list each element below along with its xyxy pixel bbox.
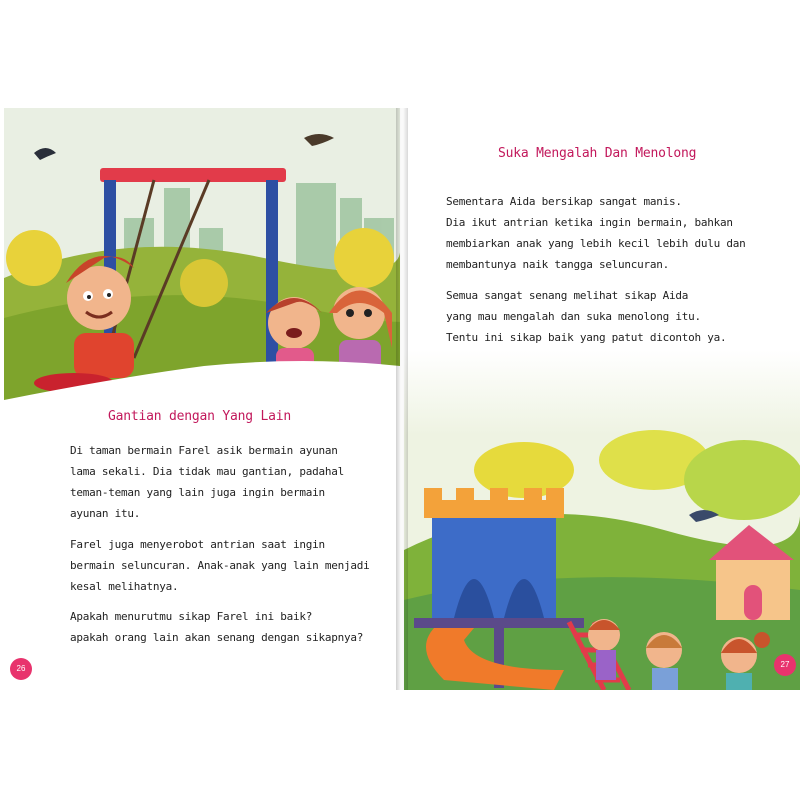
text-line: lama sekali. Dia tidak mau gantian, padahal xyxy=(70,465,345,478)
text-line: ayunan itu. xyxy=(70,507,141,520)
text-line: apakah orang lain akan senang dengan sikapnya? xyxy=(70,631,364,644)
text-line: Sementara Aida bersikap sangat manis. xyxy=(446,195,682,208)
text-line: membantunya naik tangga seluncuran. xyxy=(446,258,670,271)
right-paragraph-1 xyxy=(446,191,746,275)
text-line: bermain seluncuran. Anak-anak yang lain menjadi xyxy=(70,559,370,572)
left-paragraph-3 xyxy=(70,606,363,648)
right-heading: Suka Mengalah Dan Menolong xyxy=(498,146,697,161)
text-line: yang mau mengalah dan suka menolong itu. xyxy=(446,310,701,323)
slide-playground-illustration xyxy=(404,350,800,690)
left-page xyxy=(4,108,400,690)
open-book xyxy=(0,108,800,690)
text-line: Tentu ini sikap baik yang patut dicontoh ya. xyxy=(446,331,727,344)
book-gutter xyxy=(396,108,408,690)
swing-illustration xyxy=(4,108,400,408)
left-paragraph-1 xyxy=(70,440,344,524)
text-line: membiarkan anak yang lebih kecil lebih dulu dan xyxy=(446,237,746,250)
page-number-left: 26 xyxy=(10,658,32,680)
text-line: Dia ikut antrian ketika ingin bermain, bahkan xyxy=(446,216,733,229)
page-number-right: 27 xyxy=(774,654,796,676)
right-paragraph-2 xyxy=(446,285,726,348)
left-heading: Gantian dengan Yang Lain xyxy=(108,409,292,424)
text-line: Semua sangat senang melihat sikap Aida xyxy=(446,289,689,302)
text-line: kesal melihatnya. xyxy=(70,580,179,593)
left-paragraph-2 xyxy=(70,534,370,597)
text-line: teman-teman yang lain juga ingin bermain xyxy=(70,486,325,499)
text-line: Di taman bermain Farel asik bermain ayunan xyxy=(70,444,338,457)
text-line: Farel juga menyerobot antrian saat ingin xyxy=(70,538,325,551)
text-line: Apakah menurutmu sikap Farel ini baik? xyxy=(70,610,313,623)
right-page xyxy=(404,108,800,690)
